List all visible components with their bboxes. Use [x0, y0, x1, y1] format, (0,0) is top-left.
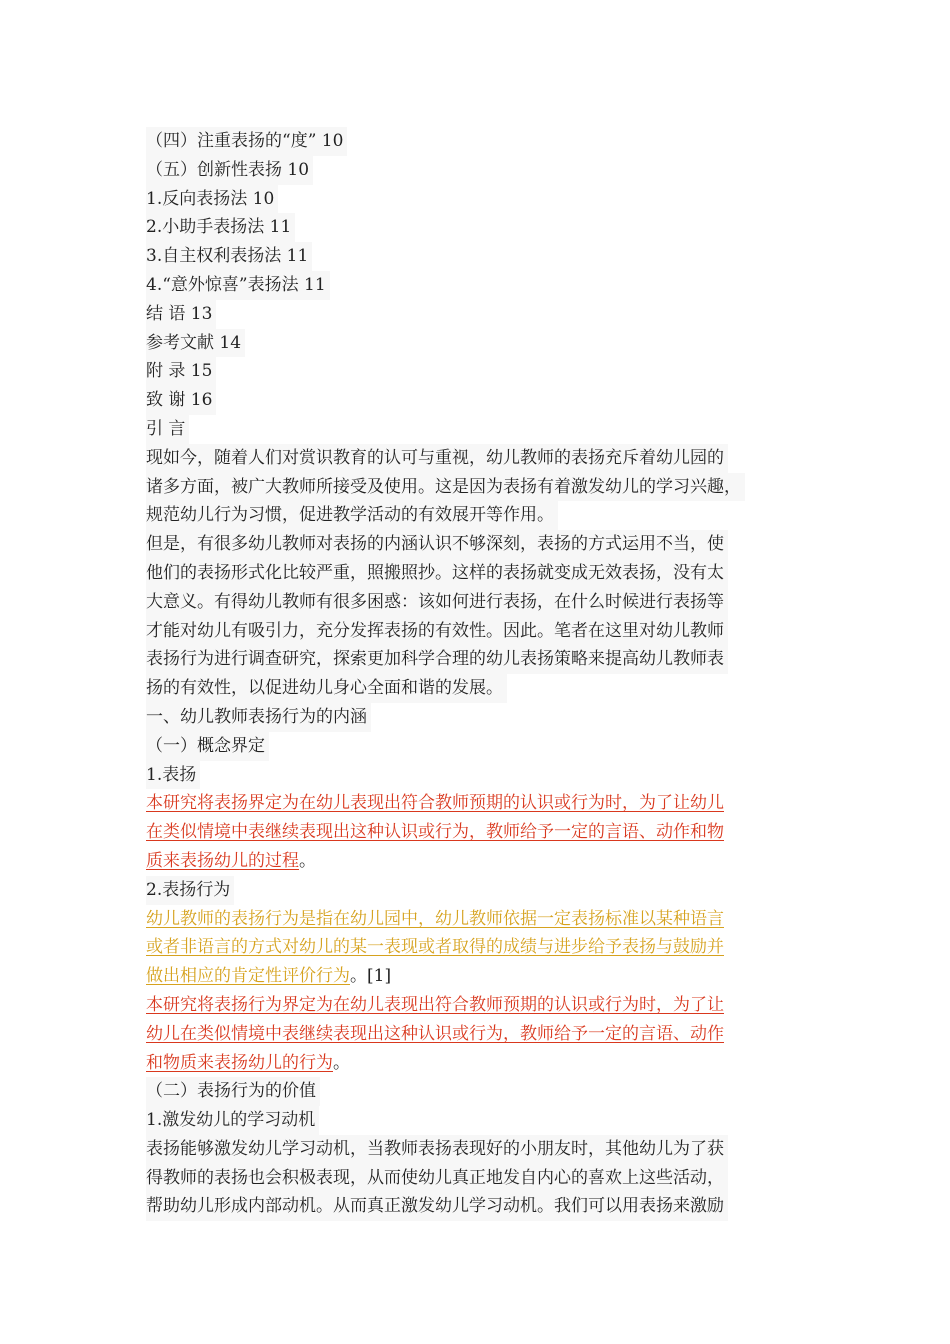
paragraph-line: 但是，有很多幼儿教师对表扬的内涵认识不够深刻，表扬的方式运用不当，使	[146, 530, 728, 559]
highlighted-text: 幼儿教师的表扬行为是指在幼儿园中，幼儿教师依据一定表扬标准以某种语言	[146, 908, 724, 929]
paragraph-line: 现如今，随着人们对赏识教育的认可与重视，幼儿教师的表扬充斥着幼儿园的	[146, 444, 728, 473]
highlighted-text: 做出相应的肯定性评价行为	[146, 966, 350, 987]
paragraph-line: 诸多方面，被广大教师所接受及使用。这是因为表扬有着激发幼儿的学习兴趣，	[146, 473, 745, 502]
toc-entry[interactable]: 3.自主权利表扬法 11	[144, 242, 812, 271]
table-of-contents	[144, 127, 812, 415]
paragraph-line: 扬的有效性，以促进幼儿身心全面和谐的发展。	[146, 674, 507, 703]
subsection-heading: （二）表扬行为的价值	[144, 1077, 812, 1106]
highlighted-text: 幼儿在类似情境中表继续表现出这种认识或行为，教师给予一定的言语、动作	[146, 1023, 724, 1044]
value-paragraph	[144, 1135, 812, 1221]
toc-entry[interactable]: 参考文献 14	[144, 329, 812, 358]
toc-entry[interactable]: 2.小助手表扬法 11	[144, 213, 812, 242]
citation[interactable]: 。[1]	[350, 966, 392, 987]
item-heading: 2.表扬行为	[144, 876, 812, 905]
paragraph-line: 才能对幼儿有吸引力，充分发挥表扬的有效性。因此。笔者在这里对幼儿教师	[146, 617, 728, 646]
toc-entry[interactable]: 4.“意外惊喜”表扬法 11	[144, 271, 812, 300]
paragraph-line: 帮助幼儿形成内部动机。从而真正激发幼儿学习动机。我们可以用表扬来激励	[146, 1192, 728, 1221]
definition-praise-behavior-cited	[144, 905, 812, 991]
item-heading: 1.激发幼儿的学习动机	[144, 1106, 812, 1135]
paragraph-line: 表扬行为进行调查研究，探索更加科学合理的幼儿表扬策略来提高幼儿教师表	[146, 645, 728, 674]
toc-entry[interactable]: 致 谢 16	[144, 386, 812, 415]
highlighted-text: 质来表扬幼儿的过程	[146, 850, 299, 871]
section-heading: 一、幼儿教师表扬行为的内涵	[144, 703, 812, 732]
paragraph-line: 得教师的表扬也会积极表现，从而使幼儿真正地发自内心的喜欢上这些活动，	[146, 1164, 728, 1193]
item-heading: 1.表扬	[144, 761, 812, 790]
intro-paragraph-1	[144, 444, 812, 530]
paragraph-line: 表扬能够激发幼儿学习动机，当教师表扬表现好的小朋友时，其他幼儿为了获	[146, 1135, 728, 1164]
paragraph-line: 他们的表扬形式化比较严重，照搬照抄。这样的表扬就变成无效表扬，没有太	[146, 559, 728, 588]
highlighted-text: 和物质来表扬幼儿的行为	[146, 1052, 333, 1073]
highlighted-text: 或者非语言的方式对幼儿的某一表现或者取得的成绩与进步给予表扬与鼓励并	[146, 937, 724, 958]
definition-praise	[144, 789, 812, 875]
document-page	[144, 127, 812, 1221]
subsection-heading: （一）概念界定	[144, 732, 812, 761]
highlighted-text: 在类似情境中表继续表现出这种认识或行为，教师给予一定的言语、动作和物	[146, 822, 724, 843]
toc-entry[interactable]: 附 录 15	[144, 357, 812, 386]
intro-heading: 引 言	[144, 415, 812, 444]
punctuation: 。	[333, 1052, 350, 1073]
toc-entry[interactable]: （五）创新性表扬 10	[144, 156, 812, 185]
definition-praise-behavior	[144, 991, 812, 1077]
paragraph-line: 规范幼儿行为习惯，促进教学活动的有效展开等作用。	[146, 501, 558, 530]
highlighted-text: 本研究将表扬界定为在幼儿表现出符合教师预期的认识或行为时，为了让幼儿	[146, 793, 724, 814]
toc-entry[interactable]: 1.反向表扬法 10	[144, 185, 812, 214]
toc-entry[interactable]: （四）注重表扬的“度” 10	[144, 127, 812, 156]
intro-paragraph-2	[144, 530, 812, 703]
toc-entry[interactable]: 结 语 13	[144, 300, 812, 329]
paragraph-line: 大意义。有得幼儿教师有很多困惑：该如何进行表扬，在什么时候进行表扬等	[146, 588, 728, 617]
highlighted-text: 本研究将表扬行为界定为在幼儿表现出符合教师预期的认识或行为时，为了让	[146, 994, 724, 1015]
punctuation: 。	[299, 850, 316, 871]
